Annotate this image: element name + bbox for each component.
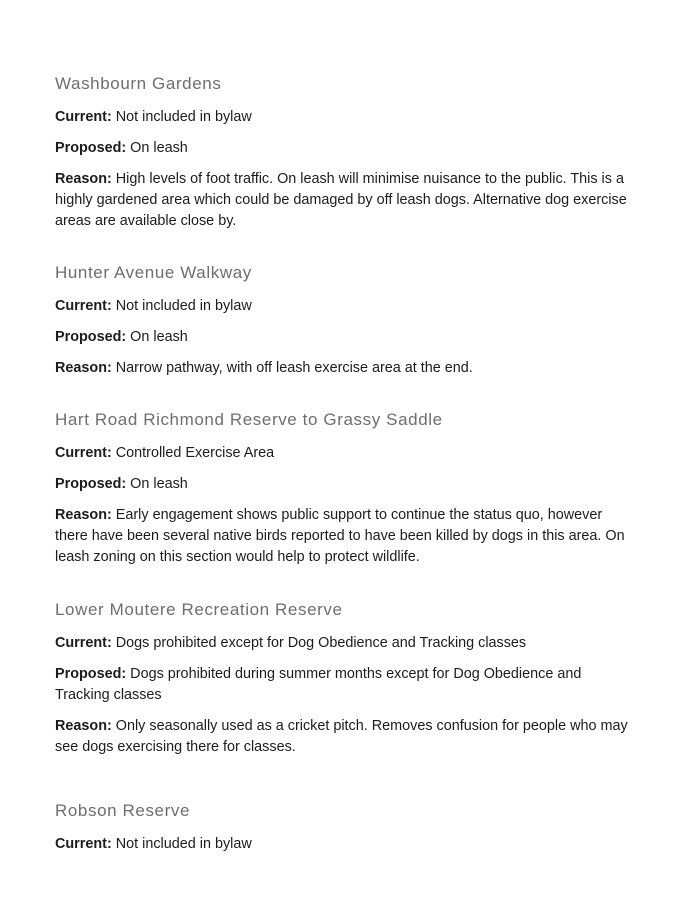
current-field (55, 633, 635, 654)
current-label: Current: (55, 836, 112, 852)
section-heading: Hart Road Richmond Reserve to Grassy Saddle (55, 410, 443, 429)
proposed-value: Dogs prohibited during summer months except for Dog Obedience and Tracking classes (55, 666, 582, 703)
reason-field (55, 169, 635, 232)
section-heading: Washbourn Gardens (55, 74, 222, 93)
proposed-label: Proposed: (55, 666, 127, 682)
proposed-value: On leash (130, 140, 188, 156)
current-value: Not included in bylaw (115, 109, 252, 125)
reason-label: Reason: (55, 718, 112, 734)
current-label: Current: (55, 298, 112, 314)
reason-field (55, 358, 635, 379)
section-robson-reserve (55, 800, 635, 855)
reason-value: Early engagement shows public support to continue the status quo, however there have been several native birds reported to have been killed by dogs in this area. On leash zoning on this section would help to protect wildlife. (55, 507, 625, 565)
proposed-field (55, 664, 635, 706)
current-label: Current: (55, 635, 112, 651)
current-label: Current: (55, 109, 112, 125)
reason-field (55, 505, 635, 568)
reason-label: Reason: (55, 360, 112, 376)
current-field (55, 296, 635, 317)
current-value: Not included in bylaw (115, 298, 252, 314)
section-hunter-avenue-walkway (55, 262, 635, 379)
reason-value: High levels of foot traffic. On leash will minimise nuisance to the public. This is a highly gardened area which could be damaged by off leash dogs. Alternative dog exercise areas are available close by. (55, 171, 627, 229)
proposed-label: Proposed: (55, 476, 127, 492)
proposed-label: Proposed: (55, 140, 127, 156)
proposed-value: On leash (130, 329, 188, 345)
current-label: Current: (55, 445, 112, 461)
current-field (55, 443, 635, 464)
reason-value: Only seasonally used as a cricket pitch. Removes confusion for people who may see dogs exercising there for classes. (55, 718, 628, 755)
proposed-field (55, 138, 635, 159)
current-value: Dogs prohibited except for Dog Obedience and Tracking classes (115, 635, 527, 651)
section-washbourn-gardens (55, 73, 635, 232)
proposed-label: Proposed: (55, 329, 127, 345)
proposed-value: On leash (130, 476, 188, 492)
section-lower-moutere-recreation-reserve (55, 599, 635, 758)
current-value: Not included in bylaw (115, 836, 252, 852)
current-field (55, 107, 635, 128)
reason-label: Reason: (55, 171, 112, 187)
section-heading: Lower Moutere Recreation Reserve (55, 600, 343, 619)
section-heading: Hunter Avenue Walkway (55, 263, 252, 282)
proposed-field (55, 327, 635, 348)
current-field (55, 834, 635, 855)
reason-label: Reason: (55, 507, 112, 523)
reason-value: Narrow pathway, with off leash exercise area at the end. (115, 360, 473, 376)
section-heading: Robson Reserve (55, 801, 191, 820)
reason-field (55, 716, 635, 758)
proposed-field (55, 474, 635, 495)
current-value: Controlled Exercise Area (115, 445, 275, 461)
section-hart-road-richmond-reserve (55, 409, 635, 568)
